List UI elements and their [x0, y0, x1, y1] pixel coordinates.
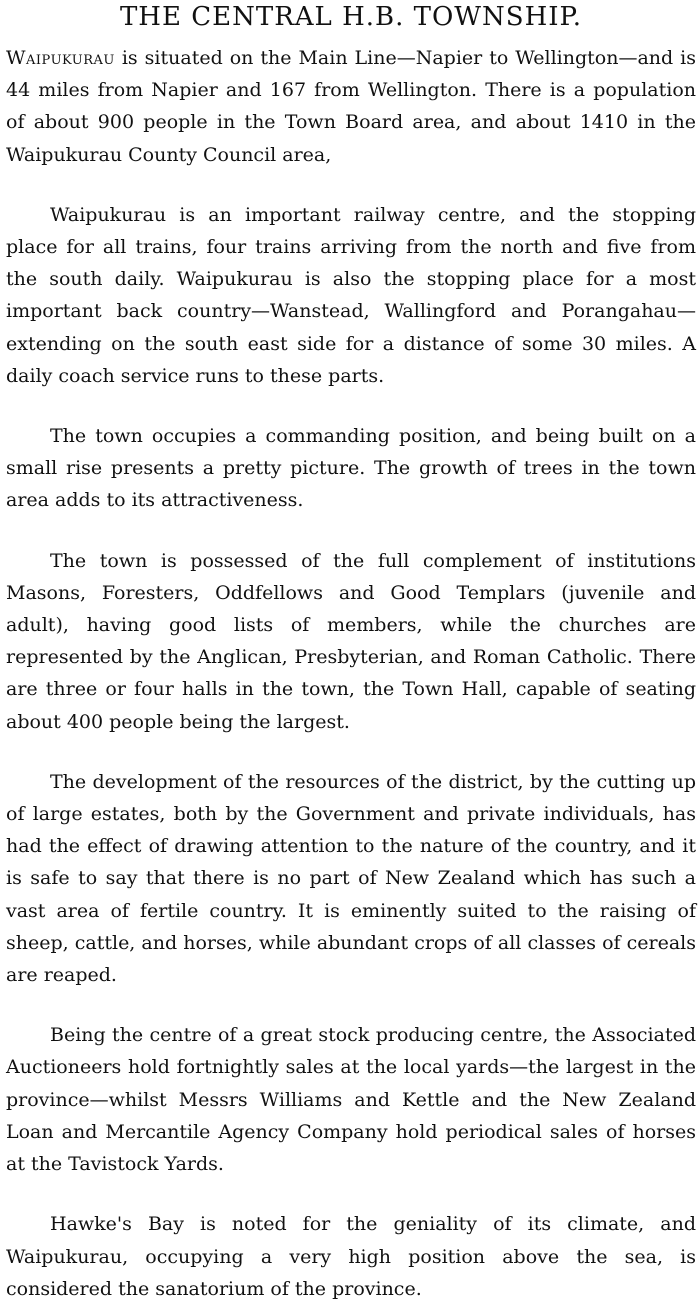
paragraph-1-text: is situated on the Main Line—Napier to Wellington—and is 44 miles from Napier and 167 from Wellington. There is a population of about 900 people in the Town Board area, and about 1410 in the Waipukurau County Council area, — [6, 47, 696, 166]
article-paragraph-1 — [6, 42, 696, 171]
article-paragraph-2: Waipukurau is an important railway centre, and the stopping place for all trains, four trains arriving from the north and five from the south daily. Waipukurau is also the stopping place for a most important back country—Wanstead, Wallingford and Porangahau—extending on the south east side for a distance of some 30 miles. A daily coach service runs to these parts. — [6, 203, 696, 387]
article-paragraph-7: Hawke's Bay is noted for the geniality of its climate, and Waipukurau, occupying a very high position above the sea, is considered the sanatorium of the province. — [6, 1213, 696, 1300]
article-paragraph-3: The town occupies a commanding position, and being built on a small rise presents a pretty picture. The growth of trees in the town area adds to its attractiveness. — [6, 425, 696, 512]
article-paragraph-4: The town is possessed of the full complement of institutions Masons, Foresters, Oddfellows and Good Templars (juvenile and adult), having good lists of members, while the churches are represented by the Anglican, Presbyterian, and Roman Catholic. There are three or four halls in the town, the Town Hall, capable of seating about 400 people being the largest. — [6, 549, 696, 733]
article-paragraph-6: Being the centre of a great stock producing centre, the Associated Auctioneers hold fortnightly sales at the local yards—the largest in the province—whilst Messrs Williams and Kettle and the New Zealand Loan and Mercantile Agency Company hold periodical sales of horses at the Tavistock Yards. — [6, 1024, 696, 1176]
lead-word: Waipukurau — [6, 47, 115, 69]
article-title: THE CENTRAL H.B. TOWNSHIP. — [119, 2, 583, 32]
article-paragraph-5: The development of the resources of the district, by the cutting up of large estates, both by the Government and private individuals, has had the effect of drawing attention to the nature of the country, and it is safe to say that there is no part of New Zealand which has such a vast area of fertile country. It is eminently suited to the raising of sheep, cattle, and horses, while abundant crops of all classes of cereals are reaped. — [6, 770, 696, 987]
